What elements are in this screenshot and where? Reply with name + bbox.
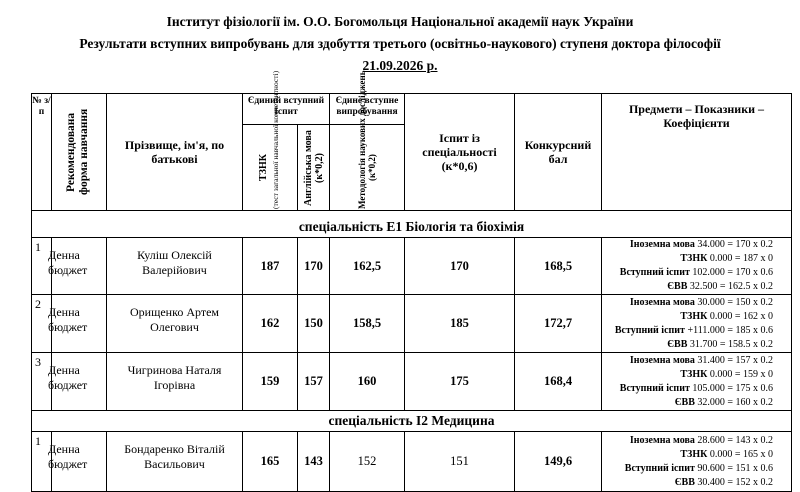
col-header-score: Конкурсний бал bbox=[515, 94, 602, 211]
col-header-methodology: Методологія наукових досліджень (к*0,2) bbox=[330, 125, 405, 211]
table-row: 1 Денна бюджет Куліш Олексій Валерійович 187 170 162,5 170 168,5 Іноземна мова 34.000 = 170 x 0.2 ТЗНК 0.000 = 187 x 0 Вступний іспит 102.000 = 170 x 0.6 ЄВВ 32.500 = 162.5 x 0.2 bbox=[32, 238, 792, 295]
coefficients-cell: Іноземна мова 28.600 = 143 x 0.2 ТЗНК 0.000 = 165 x 0 Вступний іспит 90.600 = 151 x 0.6 ЄВВ 30.400 = 152 x 0.2 bbox=[602, 432, 792, 492]
col-header-num: № з/п bbox=[32, 94, 52, 211]
col-header-single-exam: Єдиний вступний Іспит bbox=[243, 94, 330, 125]
col-header-form: Рекомендована форма навчання bbox=[52, 94, 107, 211]
coefficients-cell: Іноземна мова 31.400 = 157 x 0.2 ТЗНК 0.000 = 159 x 0 Вступний іспит 105.000 = 175 x 0.6 ЄВВ 32.000 = 160 x 0.2 bbox=[602, 353, 792, 411]
col-header-tznk: ТЗНК (тест загальної навчальної компетентності) bbox=[243, 125, 298, 211]
coefficients-cell: Іноземна мова 30.000 = 150 x 0.2 ТЗНК 0.000 = 162 x 0 Вступний іспит +111.000 = 185 x 0.6 ЄВВ 31.700 = 158.5 x 0.2 bbox=[602, 295, 792, 353]
coefficients-cell: Іноземна мова 34.000 = 170 x 0.2 ТЗНК 0.000 = 187 x 0 Вступний іспит 102.000 = 170 x 0.6 ЄВВ 32.500 = 162.5 x 0.2 bbox=[602, 238, 792, 295]
table-row: 2 Денна бюджет Орищенко Артем Олегович 162 150 158,5 185 172,7 Іноземна мова 30.000 = 150 x 0.2 ТЗНК 0.000 = 162 x 0 Вступний іспит +111.000 = 185 x 0.6 ЄВВ 31.700 = 158.5 x 0.2 bbox=[32, 295, 792, 353]
table-row: 1 Денна бюджет Бондаренко Віталій Васильович 165 143 152 151 149,6 Іноземна мова 28.600 = 143 x 0.2 ТЗНК 0.000 = 165 x 0 Вступний іспит 90.600 = 151 x 0.6 ЄВВ 30.400 = 152 x 0.2 bbox=[32, 432, 792, 492]
specialty-row: спеціальність І2 Медицина bbox=[32, 411, 792, 432]
col-header-single-entry: Єдине вступне випробування bbox=[330, 94, 405, 125]
col-header-english: Англійська мова (к*0,2) bbox=[298, 125, 330, 211]
institute-title: Інститут фізіології ім. О.О. Богомольця Національної академії наук України bbox=[166, 14, 634, 29]
table-row: 3 Денна бюджет Чигринова Наталя Ігорівна 159 157 160 175 168,4 Іноземна мова 31.400 = 157 x 0.2 ТЗНК 0.000 = 159 x 0 Вступний іспит 105.000 = 175 x 0.6 ЄВВ 32.000 = 160 x 0.2 bbox=[32, 353, 792, 411]
specialty-row: спеціальність Е1 Біологія та біохімія bbox=[32, 217, 792, 238]
col-header-name: Прізвище, ім'я, по батькові bbox=[107, 94, 243, 211]
results-table bbox=[31, 70, 792, 492]
document-date: 21.09.2026 р. bbox=[362, 58, 438, 73]
col-header-specialty-exam: Іспит із спеціальності (к*0,6) bbox=[405, 94, 515, 211]
document-subtitle: Результати вступних випробувань для здобуття третього (освітньо-наукового) ступеня доктора філософії bbox=[79, 36, 721, 51]
col-header-subjects: Предмети – Показники – Коефіцієнти bbox=[602, 94, 792, 211]
